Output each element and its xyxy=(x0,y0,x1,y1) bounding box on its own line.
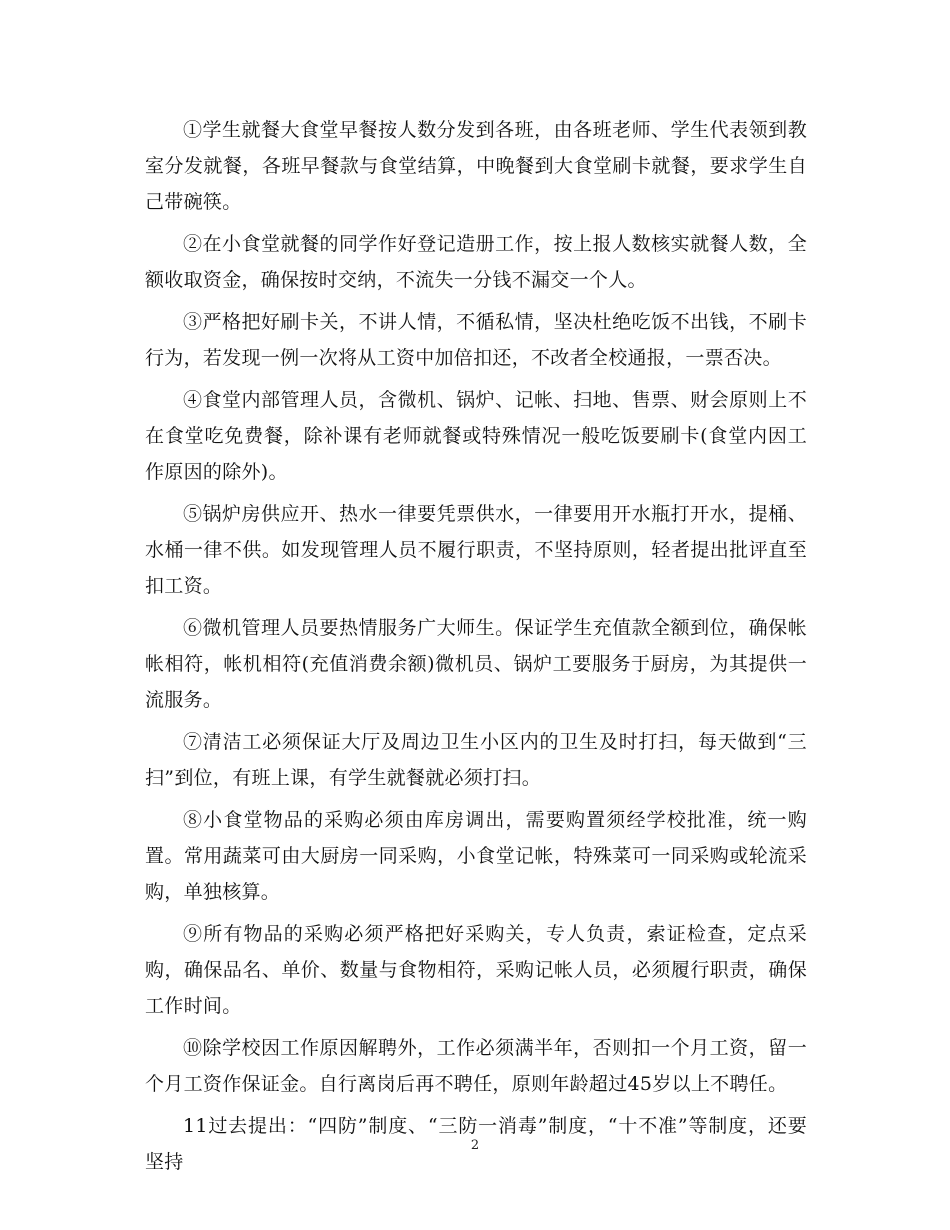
paragraph-1: ①学生就餐大食堂早餐按人数分发到各班，由各班老师、学生代表领到教室分发就餐，各班早餐款与食堂结算，中晚餐到大食堂刷卡就餐，要求学生自己带碗筷。 xyxy=(145,119,807,213)
paragraph-3: ③严格把好刷卡关，不讲人情，不循私情，坚决杜绝吃饭不出钱，不刷卡行为，若发现一例一次将从工资中加倍扣还，不改者全校通报，一票否决。 xyxy=(145,311,807,369)
paragraph-6: ⑥微机管理人员要热情服务广大师生。保证学生充值款全额到位，确保帐帐相符，帐机相符(充值消费余额)微机员、锅炉工要服务于厨房，为其提供一流服务。 xyxy=(145,617,807,711)
page-number: 2 xyxy=(470,1138,480,1153)
paragraph-7: ⑦清洁工必须保证大厅及周边卫生小区内的卫生及时打扫，每天做到“三扫”到位，有班上课，有学生就餐就必须打扫。 xyxy=(145,731,807,789)
paragraph-11: 11过去提出：“四防”制度、“三防一消毒”制度，“十不准”等制度，还要坚持 xyxy=(145,1115,807,1173)
paragraph-8: ⑧小食堂物品的采购必须由库房调出，需要购置须经学校批准，统一购置。常用蔬菜可由大厨房一同采购，小食堂记帐，特殊菜可一同采购或轮流采购，单独核算。 xyxy=(145,809,807,903)
paragraph-5: ⑤锅炉房供应开、热水一律要凭票供水，一律要用开水瓶打开水，提桶、水桶一律不供。如发现管理人员不履行职责，不坚持原则，轻者提出批评直至扣工资。 xyxy=(145,503,807,597)
paragraph-9: ⑨所有物品的采购必须严格把好采购关，专人负责，索证检查，定点采购，确保品名、单价、数量与食物相符，采购记帐人员，必须履行职责，确保工作时间。 xyxy=(145,923,807,1017)
paragraph-4: ④食堂内部管理人员，含微机、锅炉、记帐、扫地、售票、财会原则上不在食堂吃免费餐，除补课有老师就餐或特殊情况一般吃饭要刷卡(食堂内因工作原因的除外)。 xyxy=(145,389,807,483)
document-body xyxy=(145,112,807,1186)
paragraph-10: ⑩除学校因工作原因解聘外，工作必须满半年，否则扣一个月工资，留一个月工资作保证金。自行离岗后再不聘任，原则年龄超过45岁以上不聘任。 xyxy=(145,1037,807,1095)
paragraph-2: ②在小食堂就餐的同学作好登记造册工作，按上报人数核实就餐人数，全额收取资金，确保按时交纳，不流失一分钱不漏交一个人。 xyxy=(145,233,807,291)
